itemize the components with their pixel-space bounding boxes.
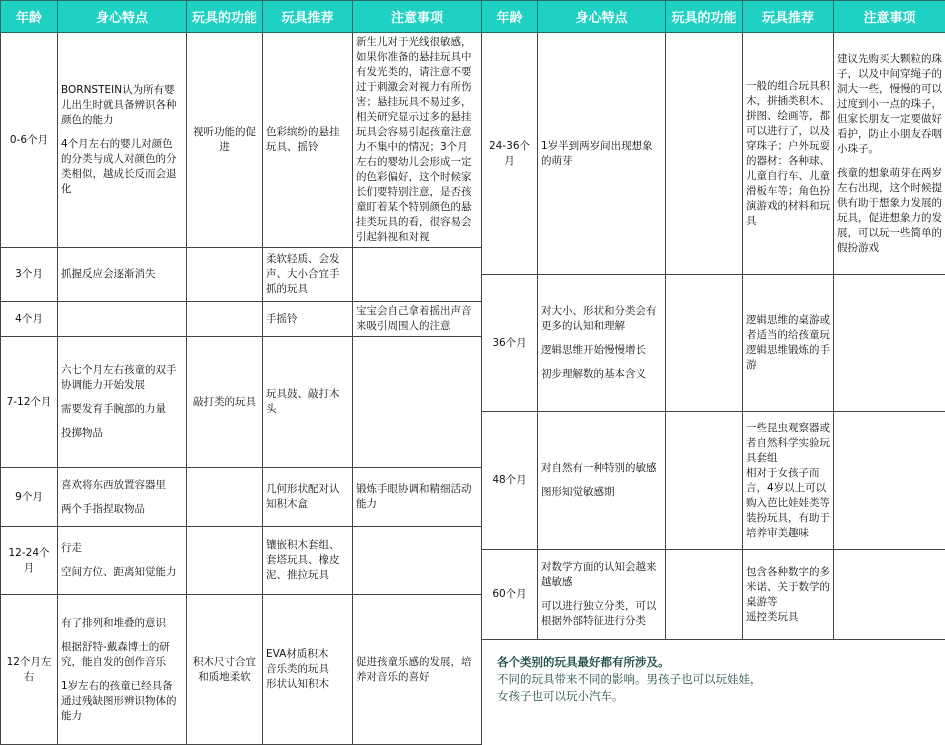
cell-text: 36个月 [485, 336, 534, 351]
age-cell [482, 550, 538, 640]
cell-text: 一些昆虫观察器或者自然科学实验玩具套组 [746, 421, 830, 466]
cell-text: 行走 [61, 541, 183, 556]
table-row [1, 468, 482, 527]
cell-text: 宝宝会自己拿着摇出声音来吸引周围人的注意 [356, 304, 478, 334]
cell-text: 新生儿对于光线很敏感，如果你准备的悬挂玩具中有发光类的，请注意不要过于刺激会对视力有所伤害；悬挂玩具不易过多，相关研究显示过多的悬挂玩具会容易引起孩童注意力不集中的情况；3个月左右的婴幼儿会形成一定的色彩偏好，这个时候家长们要特别注意，是否孩童盯着某个特别颜色的悬挂类玩具的看，很容易会引起斜视和对视 [356, 35, 478, 245]
table-row [1, 248, 482, 302]
cell-text: 12-24个月 [4, 546, 54, 576]
footer-note-line: 女孩子也可以玩小汽车。 [497, 688, 762, 705]
cell-text: 3个月 [4, 267, 54, 282]
notes-cell [353, 302, 482, 337]
traits-cell [58, 302, 187, 337]
age-cell [482, 33, 538, 275]
function-cell [666, 550, 743, 640]
cell-text: 7-12个月 [4, 395, 54, 410]
toys-cell [743, 33, 834, 275]
toys-cell [263, 595, 353, 745]
table-row [482, 412, 945, 550]
traits-cell [538, 550, 666, 640]
age-cell [1, 595, 58, 745]
traits-cell [58, 33, 187, 248]
age-cell [482, 412, 538, 550]
cell-text: 24-36个月 [485, 139, 534, 169]
table-row [482, 275, 945, 412]
cell-text: 锻炼手眼协调和精细活动能力 [356, 482, 478, 512]
cell-text: 遥控类玩具 [746, 610, 830, 625]
traits-cell [58, 337, 187, 468]
traits-cell [58, 468, 187, 527]
function-cell [666, 412, 743, 550]
cell-text: 柔软轻质、会发声、大小合宜手抓的玩具 [266, 252, 349, 297]
cell-text: EVA材质积木 [266, 647, 349, 662]
notes-cell [353, 595, 482, 745]
notes-cell [834, 412, 945, 550]
function-cell [187, 527, 263, 595]
traits-cell [538, 33, 666, 275]
table-row [482, 33, 945, 275]
cell-text: 抓握反应会逐渐消失 [61, 267, 183, 282]
cell-text: 1岁半到两岁间出现想象的萌芽 [541, 139, 662, 169]
cell-text: 音乐类的玩具 [266, 662, 349, 677]
cell-text: 1岁左右的孩童已经具备通过残缺图形辨识物体的能力 [61, 679, 183, 724]
function-cell [187, 468, 263, 527]
cell-text: 逻辑思维的桌游或者适当的给孩童玩逻辑思维锻炼的手游 [746, 313, 830, 373]
age-cell [482, 275, 538, 412]
toys-cell [743, 412, 834, 550]
notes-cell [353, 468, 482, 527]
header-function: 玩具的功能 [187, 1, 263, 33]
cell-text: 需要发育手腕部的力量 [61, 402, 183, 417]
toys-cell [263, 337, 353, 468]
cell-text: 形状认知积木 [266, 677, 349, 692]
header-notes: 注意事项 [353, 1, 482, 33]
toys-cell [263, 33, 353, 248]
notes-cell [834, 33, 945, 275]
cell-text: 4个月 [4, 312, 54, 327]
header-notes: 注意事项 [834, 1, 945, 33]
cell-text: 六七个月左右孩童的双手协调能力开始发展 [61, 363, 183, 393]
footer-note [497, 654, 762, 705]
cell-text: 两个手指捏取物品 [61, 502, 183, 517]
footer-note-line: 不同的玩具带来不同的影响。男孩子也可以玩娃娃， [497, 671, 762, 688]
traits-cell [58, 248, 187, 302]
cell-text: 48个月 [485, 473, 534, 488]
cell-text: 逻辑思维开始慢慢增长 [541, 343, 662, 358]
toys-cell [263, 248, 353, 302]
table-row [1, 33, 482, 248]
function-cell [187, 248, 263, 302]
cell-text: 初步理解数的基本含义 [541, 367, 662, 382]
function-cell [666, 275, 743, 412]
cell-text: 玩具鼓、敲打木头 [266, 387, 349, 417]
cell-text: 图形知觉敏感期 [541, 485, 662, 500]
cell-text: 包含各种数字的多米诺、关于数学的桌游等 [746, 565, 830, 610]
cell-text: 喜欢将东西放置容器里 [61, 478, 183, 493]
function-cell [187, 337, 263, 468]
cell-text: 4个月左右的婴儿对颜色的分类与成人对颜色的分类相似，越成长反而会退化 [61, 137, 183, 197]
table-row [1, 337, 482, 468]
cell-text: 60个月 [485, 587, 534, 602]
cell-text: 积木尺寸合宜和质地柔软 [190, 655, 259, 685]
cell-text: 敲打类的玩具 [190, 395, 259, 410]
table-row [482, 550, 945, 640]
notes-cell [353, 527, 482, 595]
cell-text: 促进孩童乐感的发展，培养对音乐的喜好 [356, 655, 478, 685]
cell-text: 镶嵌积木套组、套塔玩具、橡皮泥、推拉玩具 [266, 538, 349, 583]
table-row [1, 302, 482, 337]
cell-text: 视听功能的促进 [190, 125, 259, 155]
cell-text: 12个月左右 [4, 655, 54, 685]
cell-text: 孩童的想象萌芽在两岁左右出现，这个时候提供有助于想象力发展的玩具，促进想象力的发展，可以玩一些简单的假扮游戏 [837, 166, 942, 256]
footer-note-bold: 各个类别的玩具最好都有所涉及。 [497, 654, 762, 671]
toys-cell [263, 468, 353, 527]
cell-text: 对数学方面的认知会越来越敏感 [541, 560, 662, 590]
header-toys: 玩具推荐 [263, 1, 353, 33]
function-cell [666, 33, 743, 275]
header-toys: 玩具推荐 [743, 1, 834, 33]
notes-cell [834, 550, 945, 640]
toys-cell [263, 302, 353, 337]
age-cell [1, 248, 58, 302]
function-cell [187, 595, 263, 745]
cell-text: 0-6个月 [4, 133, 54, 148]
age-cell [1, 33, 58, 248]
cell-text: 建议先购买大颗粒的珠子，以及中间穿绳子的洞大一些，慢慢的可以过度到小一点的珠子，但家长朋友一定要做好看护，防止小朋友吞咽小珠子。 [837, 52, 942, 157]
traits-cell [58, 595, 187, 745]
header-age: 年龄 [1, 1, 58, 33]
toys-cell [263, 527, 353, 595]
cell-text: 几何形状配对认知积木盒 [266, 482, 349, 512]
cell-text: 可以进行独立分类，可以根据外部特征进行分类 [541, 599, 662, 629]
cell-text: 手摇铃 [266, 312, 349, 327]
notes-cell [834, 275, 945, 412]
cell-text: 一般的组合玩具积木，拼插类积木、拼图、绘画等，都可以进行了，以及穿珠子；户外玩耍的器材：各种球、儿童自行车、儿童滑板车等；角色扮演游戏的材料和玩具 [746, 79, 830, 229]
cell-text: 对自然有一种特别的敏感 [541, 461, 662, 476]
cell-text: 色彩缤纷的悬挂玩具、摇铃 [266, 125, 349, 155]
cell-text: 9个月 [4, 490, 54, 505]
table-row [1, 527, 482, 595]
toys-cell [743, 275, 834, 412]
function-cell [187, 302, 263, 337]
traits-cell [58, 527, 187, 595]
cell-text: 相对于女孩子而言，4岁以上可以购入芭比娃娃类等装扮玩具，有助于培养审美趣味 [746, 466, 830, 541]
cell-text: 投掷物品 [61, 426, 183, 441]
toys-cell [743, 550, 834, 640]
age-cell [1, 527, 58, 595]
notes-cell [353, 337, 482, 468]
header-traits: 身心特点 [538, 1, 666, 33]
notes-cell [353, 33, 482, 248]
age-cell [1, 302, 58, 337]
table-row [1, 595, 482, 745]
function-cell [187, 33, 263, 248]
header-row [1, 1, 482, 33]
age-cell [1, 337, 58, 468]
notes-cell [353, 248, 482, 302]
header-row [482, 1, 945, 33]
traits-cell [538, 275, 666, 412]
cell-text: 空间方位、距离知觉能力 [61, 565, 183, 580]
age-cell [1, 468, 58, 527]
header-function: 玩具的功能 [666, 1, 743, 33]
cell-text: BORNSTEIN认为所有婴儿出生时就具备辨识各种颜色的能力 [61, 83, 183, 128]
cell-text: 对大小、形状和分类会有更多的认知和理解 [541, 304, 662, 334]
cell-text: 根据舒特-戴森博士的研究，能自发的创作音乐 [61, 640, 183, 670]
header-age: 年龄 [482, 1, 538, 33]
traits-cell [538, 412, 666, 550]
toy-table-right [481, 0, 945, 640]
header-traits: 身心特点 [58, 1, 187, 33]
cell-text: 有了排列和堆叠的意识 [61, 616, 183, 631]
